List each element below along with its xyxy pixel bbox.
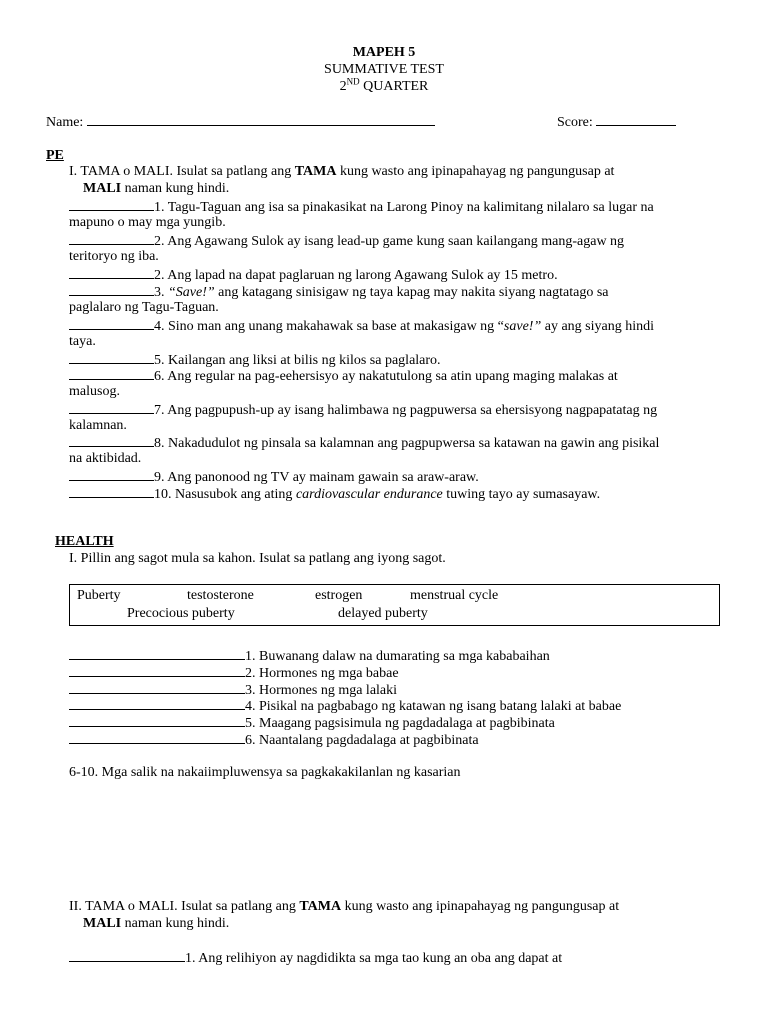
pe-instruction-line2 — [83, 180, 229, 197]
part2-item-1 — [69, 948, 719, 967]
answer-blank[interactable] — [69, 400, 154, 414]
pe-instr-text: I. TAMA o MALI. Isulat sa patlang ang — [69, 164, 295, 179]
item-text: 4. Pisikal na pagbabago ng katawan ng isang batang lalaki at babae — [245, 699, 622, 714]
quarter-suffix: ND — [346, 76, 360, 87]
pe-item-8-cont: kalamnan. — [69, 418, 127, 433]
answer-blank[interactable] — [69, 282, 154, 296]
answer-blank[interactable] — [69, 663, 245, 677]
answer-blank[interactable] — [69, 265, 154, 279]
item-text: 6. Ang regular na pag-eehersisyo ay nakatutulong sa atin upang maging malakas at — [154, 369, 618, 384]
page-subtitle: SUMMATIVE TEST — [324, 62, 444, 77]
pe-item-2-cont: teritoryo ng iba. — [69, 249, 159, 264]
item-italic: save!” — [503, 319, 542, 334]
answer-blank[interactable] — [69, 197, 154, 211]
item-text: 9. Ang panonood ng TV ay mainam gawain sa araw-araw. — [154, 470, 479, 485]
pe-item-4-cont: paglalaro ng Tagu-Taguan. — [69, 300, 219, 315]
pe-item-7-cont: malusog. — [69, 384, 120, 399]
health-instruction: I. Pillin ang sagot mula sa kahon. Isulat sa patlang ang iyong sagot. — [69, 551, 446, 566]
answer-blank[interactable] — [69, 484, 154, 498]
item-text: 4. Sino man ang unang makahawak sa base at makasigaw ng “ — [154, 319, 504, 334]
item-text: 2. Ang Agawang Sulok ay isang lead-up game kung saan kailangang mang-agaw ng — [154, 234, 625, 249]
answer-blank[interactable] — [69, 433, 154, 447]
item-text: 7. Ang pagpupush-up ay isang halimbawa ng pagpuwersa sa ehersisyong nagpapatatag ng — [154, 403, 658, 418]
pe-instr-mali: MALI — [83, 181, 122, 196]
pe-item-11 — [69, 484, 719, 503]
item-text: 1. Tagu-Taguan ang isa sa pinakasikat na Larong Pinoy na kalimitang nilalaro sa lugar na — [154, 200, 654, 215]
answer-blank[interactable] — [69, 350, 154, 364]
quarter-label — [0, 78, 768, 95]
item-text: 1. Ang relihiyon ay nagdidikta sa mga tao kung an oba ang dapat at — [185, 951, 563, 966]
health-heading: HEALTH — [55, 534, 114, 549]
answer-blank[interactable] — [69, 680, 245, 694]
part2-instr-text3: naman kung hindi. — [121, 916, 230, 931]
part2-instruction-line2 — [83, 915, 229, 932]
answer-blank[interactable] — [69, 366, 154, 380]
item-text: 8. Nakadudulot ng pinsala sa kalamnan ang pagpupwersa sa katawan na gawin ang pisikal — [154, 436, 660, 451]
pe-item-9-cont: na aktibidad. — [69, 451, 142, 466]
answer-blank[interactable] — [69, 730, 245, 744]
item-text: ang katagang sinisigaw ng taya kapag may nakita siyang nagtatago sa — [214, 285, 609, 300]
pe-item-1-cont: mapuno o may mga yungib. — [69, 215, 226, 230]
word-box — [69, 584, 720, 626]
answer-blank[interactable] — [69, 948, 185, 962]
item-text: ay ang siyang hindi — [541, 319, 654, 334]
part2-instr-mali: MALI — [83, 916, 122, 931]
pe-instruction — [69, 163, 729, 180]
pe-instr-tama: TAMA — [294, 164, 337, 179]
answer-blank[interactable] — [69, 467, 154, 481]
score-label: Score: — [557, 115, 593, 130]
item-text: 5. Maagang pagsisimula ng pagdadalaga at pagbibinata — [245, 716, 555, 731]
pe-instr-text3: naman kung hindi. — [121, 181, 230, 196]
item-italic: “Save!” — [168, 285, 215, 300]
health-item-6 — [69, 730, 719, 749]
part2-instr-text: II. TAMA o MALI. Isulat sa patlang ang — [69, 899, 300, 914]
item-text: 5. Kailangan ang liksi at bilis ng kilos sa paglalaro. — [154, 353, 441, 368]
item-text: 1. Buwanang dalaw na dumarating sa mga kababaihan — [245, 649, 550, 664]
quarter-number: 2 — [339, 79, 347, 94]
word-box-option: Precocious puberty — [127, 606, 235, 621]
pe-instr-text2: kung wasto ang ipinapahayag ng pangungusap at — [336, 164, 615, 179]
answer-blank[interactable] — [69, 316, 154, 330]
part2-instruction — [69, 898, 729, 915]
item-text: tuwing tayo ay sumasayaw. — [442, 487, 601, 502]
item-italic: cardiovascular endurance — [295, 487, 443, 502]
answer-blank[interactable] — [69, 713, 245, 727]
item-text: 2. Hormones ng mga babae — [245, 666, 399, 681]
word-box-option: estrogen — [315, 588, 363, 603]
word-box-option: Puberty — [77, 588, 121, 603]
health-question-6-10: 6-10. Mga salik na nakaiimpluwensya sa pagkakakilanlan ng kasarian — [69, 765, 461, 780]
name-field[interactable] — [87, 112, 435, 126]
word-box-option: delayed puberty — [338, 606, 428, 621]
item-text: 3. Hormones ng mga lalaki — [245, 683, 398, 698]
pe-heading: PE — [46, 148, 64, 163]
pe-item-5-cont: taya. — [69, 334, 96, 349]
score-row — [557, 112, 676, 131]
answer-blank[interactable] — [69, 231, 154, 245]
name-label: Name: — [46, 115, 84, 130]
page-title: MAPEH 5 — [352, 45, 416, 60]
name-row — [46, 112, 435, 131]
part2-instr-tama: TAMA — [299, 899, 342, 914]
score-field[interactable] — [596, 112, 676, 126]
item-text: 6. Naantalang pagdadalaga at pagbibinata — [245, 733, 479, 748]
item-text: 2. Ang lapad na dapat paglaruan ng larong Agawang Sulok ay 15 metro. — [154, 268, 558, 283]
answer-blank[interactable] — [69, 646, 245, 660]
item-text: 10. Nasusubok ang ating — [154, 487, 296, 502]
answer-blank[interactable] — [69, 696, 245, 710]
part2-instr-text2: kung wasto ang ipinapahayag ng pangungusap at — [341, 899, 620, 914]
item-text: 3. — [154, 285, 168, 300]
word-box-option: menstrual cycle — [410, 588, 499, 603]
word-box-option: testosterone — [187, 588, 254, 603]
quarter-word: QUARTER — [359, 79, 429, 94]
